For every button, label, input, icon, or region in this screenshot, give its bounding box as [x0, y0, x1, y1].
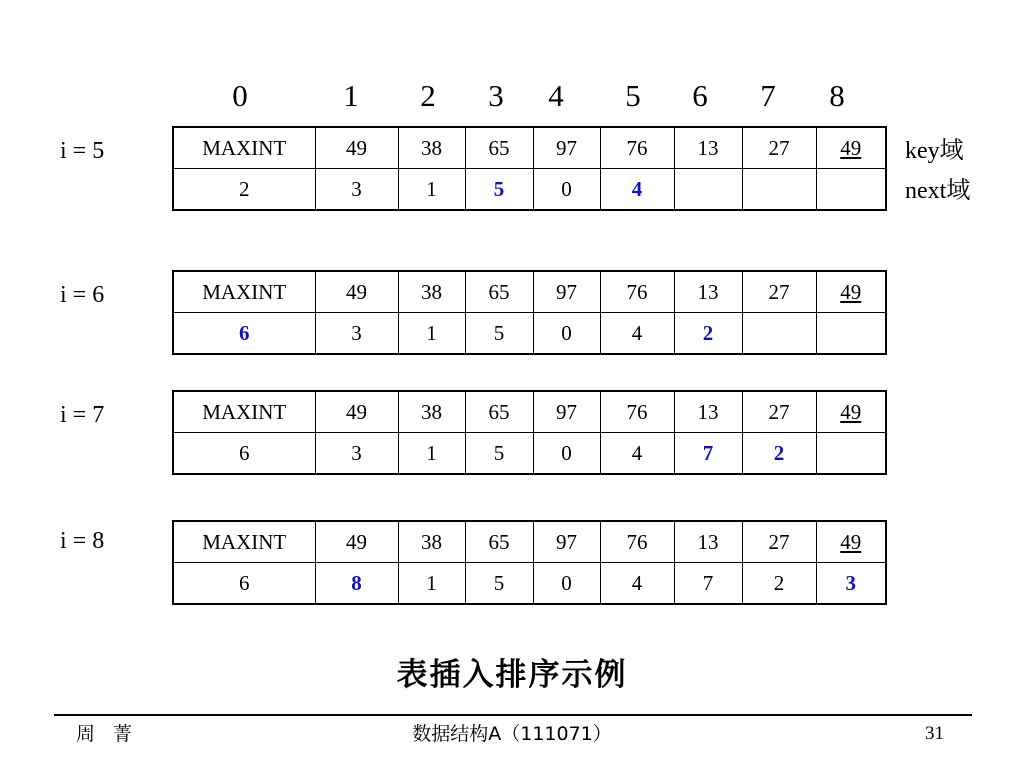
next-cell: 0: [533, 433, 600, 475]
next-cell: 3: [315, 433, 398, 475]
key-value: MAXINT: [202, 280, 287, 304]
key-value: 38: [421, 280, 442, 304]
next-cell: 1: [398, 169, 465, 211]
index-label: 4: [548, 78, 564, 113]
key-cell: [742, 521, 816, 563]
key-cell: [533, 127, 600, 169]
list-table: [172, 520, 887, 605]
index-label: 6: [692, 78, 708, 113]
next-cell: 8: [315, 563, 398, 605]
key-value: 76: [626, 280, 648, 304]
index-header: [0, 76, 1024, 116]
index-label: 1: [343, 78, 359, 113]
next-cell: [742, 169, 816, 211]
key-cell: [742, 391, 816, 433]
key-value: 13: [697, 136, 719, 160]
next-cell: [816, 433, 886, 475]
next-cell: 6: [173, 313, 315, 355]
next-cell: [816, 169, 886, 211]
key-cell: [816, 271, 886, 313]
key-row: [173, 391, 886, 433]
key-cell: [315, 521, 398, 563]
key-value: 49: [346, 530, 367, 554]
key-value: 76: [626, 400, 648, 424]
index-label: 7: [760, 78, 776, 113]
key-cell: [742, 127, 816, 169]
key-value: 97: [556, 400, 577, 424]
key-row: [173, 127, 886, 169]
key-value: 27: [768, 400, 790, 424]
next-cell: 1: [398, 433, 465, 475]
next-cell: 2: [742, 563, 816, 605]
key-cell: [816, 521, 886, 563]
key-value: 49: [346, 280, 367, 304]
key-cell: [600, 271, 674, 313]
next-cell: 1: [398, 563, 465, 605]
key-value: MAXINT: [202, 530, 287, 554]
index-label: 0: [232, 78, 248, 113]
key-cell: [674, 127, 742, 169]
next-cell: 5: [465, 313, 533, 355]
key-value: 65: [488, 280, 510, 304]
next-cell: 2: [674, 313, 742, 355]
key-value: 38: [421, 136, 442, 160]
key-cell: [315, 271, 398, 313]
key-row: [173, 271, 886, 313]
key-value: 38: [421, 530, 442, 554]
key-cell: [533, 271, 600, 313]
next-cell: 5: [465, 563, 533, 605]
next-cell: 0: [533, 313, 600, 355]
key-value: 49: [840, 400, 862, 424]
key-cell: [533, 391, 600, 433]
index-label: 5: [625, 78, 641, 113]
next-cell: 3: [816, 563, 886, 605]
next-cell: 5: [465, 169, 533, 211]
key-cell: [398, 521, 465, 563]
key-value: 49: [346, 136, 367, 160]
key-value: MAXINT: [202, 136, 287, 160]
key-value: 65: [488, 136, 510, 160]
next-cell: 3: [315, 313, 398, 355]
next-cell: 6: [173, 563, 315, 605]
key-value: 27: [768, 530, 790, 554]
next-cell: 4: [600, 433, 674, 475]
key-value: 38: [421, 400, 442, 424]
next-cell: [674, 169, 742, 211]
key-value: 76: [626, 136, 648, 160]
list-table: [172, 126, 887, 211]
key-value: MAXINT: [202, 400, 287, 424]
key-cell: [173, 127, 315, 169]
key-value: 13: [697, 400, 719, 424]
key-cell: [315, 391, 398, 433]
next-cell: [742, 313, 816, 355]
key-cell: [398, 271, 465, 313]
list-table: [172, 390, 887, 475]
footer-author: 周 菁: [76, 723, 139, 745]
step-label: i = 8: [60, 528, 105, 554]
key-value: 97: [556, 136, 577, 160]
key-cell: [600, 391, 674, 433]
key-value: 27: [768, 280, 790, 304]
next-row: [173, 169, 886, 211]
key-cell: [173, 391, 315, 433]
next-cell: 2: [742, 433, 816, 475]
key-row: [173, 521, 886, 563]
key-cell: [674, 391, 742, 433]
next-cell: 7: [674, 433, 742, 475]
list-table: [172, 270, 887, 355]
next-row: [173, 433, 886, 475]
footer-course: 数据结构A（111071）: [412, 723, 612, 745]
next-cell: 2: [173, 169, 315, 211]
key-value: 97: [556, 530, 577, 554]
key-cell: [465, 391, 533, 433]
key-cell: [816, 391, 886, 433]
key-value: 49: [840, 530, 862, 554]
next-cell: 4: [600, 169, 674, 211]
key-cell: [173, 271, 315, 313]
key-cell: [816, 127, 886, 169]
next-row: [173, 313, 886, 355]
step-label: i = 6: [60, 282, 105, 308]
key-value: 13: [697, 530, 719, 554]
key-value: 49: [840, 136, 862, 160]
key-value: 49: [346, 400, 367, 424]
next-row: [173, 563, 886, 605]
key-value: 49: [840, 280, 862, 304]
caption: 表插入排序示例: [396, 657, 628, 693]
key-cell: [533, 521, 600, 563]
key-cell: [173, 521, 315, 563]
key-cell: [315, 127, 398, 169]
next-cell: 3: [315, 169, 398, 211]
next-cell: 7: [674, 563, 742, 605]
key-cell: [398, 391, 465, 433]
key-cell: [398, 127, 465, 169]
next-cell: 6: [173, 433, 315, 475]
key-value: 27: [768, 136, 790, 160]
key-cell: [465, 127, 533, 169]
footer-divider: [54, 714, 972, 716]
next-cell: 0: [533, 563, 600, 605]
next-cell: 4: [600, 313, 674, 355]
key-value: 13: [697, 280, 719, 304]
key-value: 65: [488, 530, 510, 554]
page-number: 31: [925, 723, 944, 744]
key-value: 76: [626, 530, 648, 554]
key-cell: [742, 271, 816, 313]
next-cell: 0: [533, 169, 600, 211]
step-label: i = 5: [60, 138, 105, 164]
key-cell: [465, 521, 533, 563]
next-cell: 5: [465, 433, 533, 475]
index-label: 2: [420, 78, 436, 113]
next-field-label: next域: [905, 178, 971, 204]
key-cell: [600, 521, 674, 563]
key-cell: [600, 127, 674, 169]
key-cell: [674, 271, 742, 313]
next-cell: [816, 313, 886, 355]
key-value: 65: [488, 400, 510, 424]
key-cell: [465, 271, 533, 313]
next-cell: 4: [600, 563, 674, 605]
key-value: 97: [556, 280, 577, 304]
next-cell: 1: [398, 313, 465, 355]
key-field-label: key域: [905, 138, 964, 164]
key-cell: [674, 521, 742, 563]
index-label: 3: [488, 78, 504, 113]
step-label: i = 7: [60, 402, 105, 428]
index-label: 8: [829, 78, 845, 113]
